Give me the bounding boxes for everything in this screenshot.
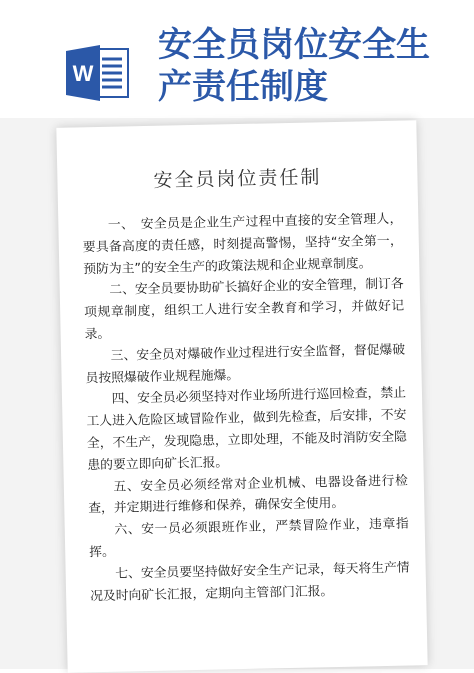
paragraph-3: 三、安全员对爆破作业过程进行安全监督，督促爆破员按照爆破作业规程施爆。 <box>85 342 406 386</box>
paragraph-2: 二、安全员要协助矿长搞好企业的安全管理，制订各项规章制度，组织工人进行安全教育和学习，并做好记录。 <box>84 276 405 343</box>
banner-title: 安全员岗位安全生产责任制度 <box>158 25 430 107</box>
word-icon-letter: W <box>72 61 94 86</box>
paragraph-1: 一、 安全员是企业生产过程中直接的安全管理人，要具备高度的责任感，时刻提高警惕，坚持“安全第一，预防为主”的安全生产的政策法规和企业规章制度。 <box>82 211 403 277</box>
paragraph-4: 四、安全员必须坚持对作业场所进行巡回检查，禁止工人进入危险区域冒险作业，做到先检查，后安排，不安全，不生产，发现隐患，立即处理，不能及时消防安全隐患的要立即向矿长汇报。 <box>86 385 408 474</box>
document-page <box>56 120 427 672</box>
paragraph-6: 六、安一员必须跟班作业，严禁冒险作业，违章指挥。 <box>89 516 409 561</box>
word-icon <box>66 43 130 103</box>
paragraph-5: 五、安全员必须经常对企业机械、电器设备进行检查，并定期进行维修和保养，确保安全使用。 <box>88 473 408 517</box>
document-body <box>82 209 410 608</box>
paragraph-7: 七、安全员要坚持做好安全生产记录，每天将生产情况及时向矿长汇报，定期向主管部门汇报。 <box>89 560 410 604</box>
document-title: 安全员岗位责任制 <box>153 166 322 192</box>
header-banner <box>0 0 474 118</box>
